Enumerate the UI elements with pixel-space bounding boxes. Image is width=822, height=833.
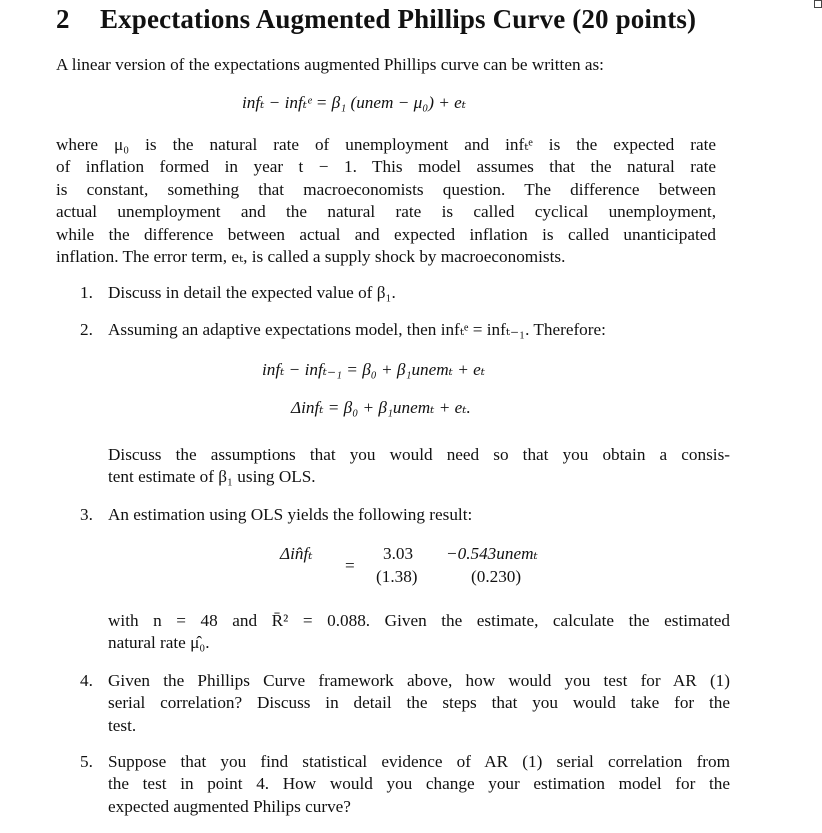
paragraph-line: while the difference between actual and expected inflation is called unanticipated [56, 224, 716, 244]
result-intercept: 3.03 [383, 544, 414, 563]
item-line: Given the Phillips Curve framework above, how would you test for AR (1) [108, 671, 730, 690]
delta-equation: Δinfₜ = β₀ + β₁unemₜ + eₜ. [291, 398, 471, 417]
main-equation: infₜ − infₜᵉ = β₁ (unem − μ₀) + eₜ [242, 93, 467, 112]
item-number: 4. [80, 671, 93, 690]
paragraph-line: actual unemployment and the natural rate is called cyclical unemployment, [56, 202, 716, 222]
result-equals: = [345, 556, 355, 575]
intro-text: A linear version of the expectations augmented Phillips curve can be written as: [56, 55, 604, 74]
item-number: 3. [80, 505, 93, 524]
item-line: serial correlation? Discuss in detail the steps that you would take for the [108, 693, 730, 713]
result-intercept-se: (1.38) [376, 567, 418, 586]
item-line: Discuss the assumptions that you would need so that you obtain a consis- [108, 445, 730, 464]
item-number: 2. [80, 320, 93, 339]
result-slope-se: (0.230) [471, 567, 522, 586]
paragraph-line: inflation. The error term, eₜ, is called a supply shock by macroeconomists. [56, 247, 566, 267]
item-line: expected augmented Philips curve? [108, 796, 351, 816]
item-line: with n = 48 and R̄² = 0.088. Given the estimate, calculate the estimated [108, 611, 730, 630]
item-line: the test in point 4. How would you change your estimation model for the [108, 774, 730, 794]
result-lhs: Δin̂fₜ [280, 544, 313, 563]
item-line: Suppose that you find statistical evidence of AR (1) serial correlation from [108, 752, 730, 771]
item-line: An estimation using OLS yields the following result: [108, 505, 473, 524]
paragraph-line: of inflation formed in year t − 1. This model assumes that the natural rate [56, 157, 716, 177]
item-line: Assuming an adaptive expectations model, then infₜᵉ = infₜ₋₁. Therefore: [108, 320, 606, 339]
corner-marker [814, 0, 822, 8]
definitions-paragraph [56, 134, 716, 268]
paragraph-line: is constant, something that macroeconomists question. The difference between [56, 179, 716, 199]
section-number: 2 [56, 4, 70, 34]
item-line: test. [108, 715, 137, 735]
item-line: Discuss in detail the expected value of β₁. [108, 283, 396, 302]
paragraph-line: where μ₀ is the natural rate of unemployment and infₜᵉ is the expected rate [56, 135, 716, 154]
result-slope: −0.543unemₜ [446, 544, 538, 563]
item-number: 1. [80, 283, 93, 302]
section-title: Expectations Augmented Phillips Curve (20 points) [100, 4, 697, 34]
item-line: natural rate μ̂₀. [108, 633, 210, 653]
item-line: tent estimate of β₁ using OLS. [108, 467, 316, 487]
item-number: 5. [80, 752, 93, 771]
adaptive-equation: infₜ − infₜ₋₁ = β₀ + β₁unemₜ + eₜ [262, 360, 485, 379]
section-heading [56, 4, 696, 35]
